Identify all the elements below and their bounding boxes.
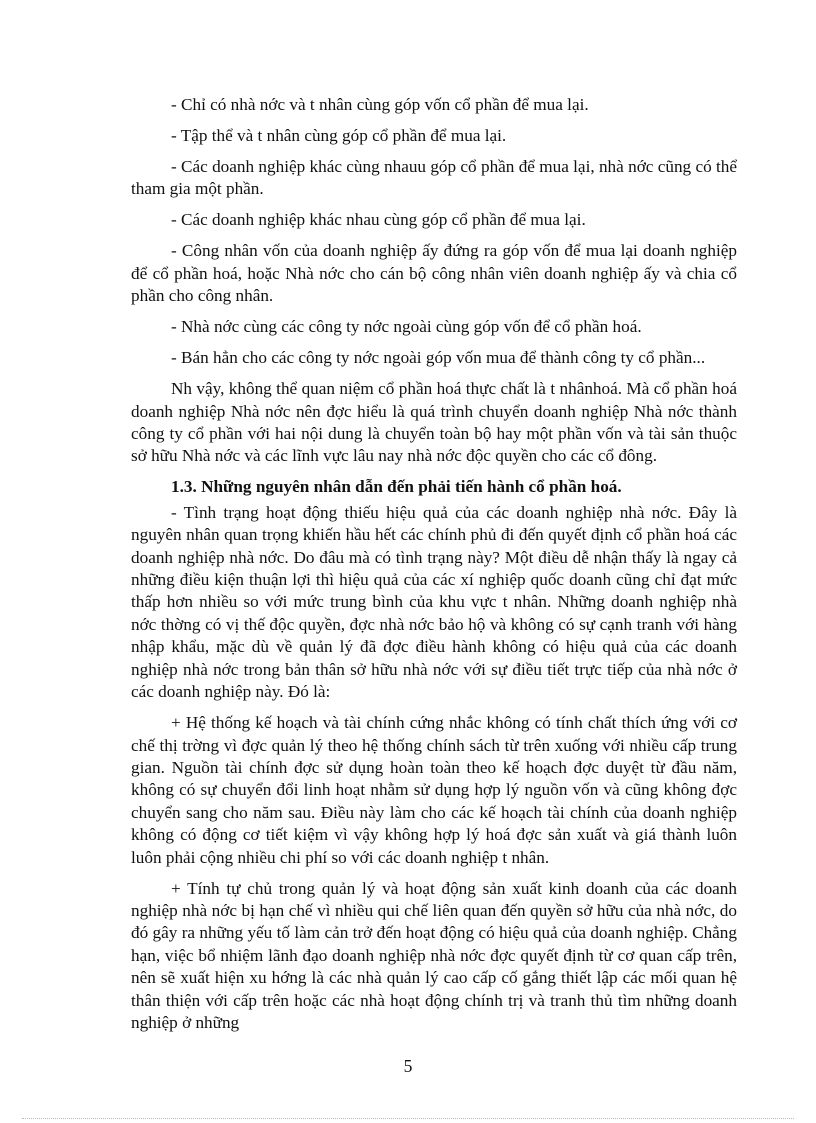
section-heading: 1.3. Những nguyên nhân dẫn đến phải tiến hành cổ phần hoá. [171,477,622,497]
body-paragraph-3: + Tính tự chủ trong quản lý và hoạt động sản xuất kinh doanh của các doanh nghiệp nhà nớc bị hạn chế vì nhiều qui chế liên quan đến quyền sở hữu của nhà nớc, do đó gây ra những yếu tố làm cản trở đến hoạt động có hiệu quả của doanh nghiệp. Chẳng hạn, việc bổ nhiệm lãnh đạo doanh nghiệp nhà nớc đợc quyết định từ cơ quan cấp trên, nên sẽ xuất hiện xu hớng là các nhà quản lý cao cấp cố gắng thiết lập các mối quan hệ thân thiện với cấp trên hoặc các nhà hoạt động chính trị và tranh thủ tìm những doanh nghiệp ở những [131,878,737,1032]
body-paragraph-2: + Hệ thống kế hoạch và tài chính cứng nhắc không có tính chất thích ứng với cơ chế thị trờng vì đợc quản lý theo hệ thống chính sách từ trên xuống với nhiều cấp trung gian. Nguồn tài chính đợc sử dụng hoàn toàn theo kế hoạch đợc duyệt từ đầu năm, không có sự chuyển đổi linh hoạt nhằm sử dụng hợp lý nguồn vốn và cũng không đợc chuyển sang cho năm sau. Điều này làm cho các kế hoạch tài chính của doanh nghiệp không có động cơ tiết kiệm vì vậy không hợp lý hoá đợc sản xuất và giá thành luôn luôn phải cộng nhiều chi phí so với các doanh nghiệp t nhân. [131,713,737,867]
list-item-6: - Nhà nớc cùng các công ty nớc ngoài cùng góp vốn để cổ phần hoá. [171,317,642,337]
summary-paragraph: Nh vậy, không thể quan niệm cổ phần hoá thực chất là t nhânhoá. Mà cổ phần hoá doanh nghiệp Nhà nớc nên đợc hiểu là quá trình chuyển doanh nghiệp Nhà nớc thành công ty cổ phần với hai nội dung là chuyển toàn bộ hay một phần vốn và tài sản thuộc sở hữu Nhà nớc và các lĩnh vực lâu nay nhà nớc độc quyền cho các cổ đông. [131,379,737,466]
list-item-2: - Tập thể và t nhân cùng góp cổ phần để mua lại. [171,126,507,145]
list-item-3: - Các doanh nghiệp khác cùng nhauu góp cổ phần để mua lại, nhà nớc cũng có thể tham gia một phần. [131,157,737,199]
page-number: 5 [403,1056,413,1076]
list-item-7: - Bán hẳn cho các công ty nớc ngoài góp vốn mua để thành công ty cổ phần... [171,348,706,368]
list-item-1: - Chỉ có nhà nớc và t nhân cùng góp vốn cổ phần để mua lại. [171,95,589,114]
list-item-5: - Công nhân vốn của doanh nghiệp ấy đứng ra góp vốn để mua lại doanh nghiệp để cổ phần hoá, hoặc Nhà nớc cho cán bộ công nhân viên doanh nghiệp ấy và chia cổ phần cho công nhân. [131,241,737,306]
body-paragraph-1: - Tình trạng hoạt động thiếu hiệu quả của các doanh nghiệp nhà nớc. Đây là nguyên nhân quan trọng khiến hầu hết các chính phủ đi đến quyết định cổ phần hoá các doanh nghiệp nhà nớc. Do đâu mà có tình trạng này? Một điều dễ nhận thấy là ngay cả những điều kiện thuận lợi thì hiệu quả của các xí nghiệp quốc doanh cũng chỉ đạt mức thấp hơn nhiều so với mức trung bình của khu vực t nhân. Những doanh nghiệp nhà nớc thờng có vị thế độc quyền, đợc nhà nớc bảo hộ và không có sự cạnh tranh với hàng nhập khẩu, mặc dù về quản lý đã đợc điều hành không có hiệu quả của các doanh nghiệp nhà nớc trong bản thân sở hữu nhà nớc với sự điều tiết trực tiếp của nhà nớc ở các doanh nghiệp này. Đó là: [131,502,737,702]
list-item-4: - Các doanh nghiệp khác nhau cùng góp cổ phần để mua lại. [171,210,586,230]
page-body [131,94,737,1043]
footer-divider [22,1118,794,1119]
